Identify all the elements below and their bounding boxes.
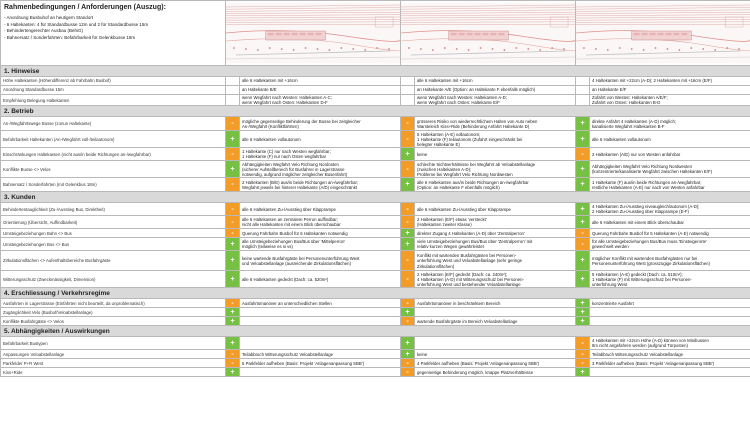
rating-plus: +	[576, 251, 590, 271]
rating-plus: +	[576, 216, 590, 229]
rating-plus: +	[226, 251, 240, 271]
rating-none	[226, 77, 240, 86]
variant-c-text	[590, 238, 750, 251]
criteria-row	[1, 203, 750, 216]
text-line: alle 6 Haltekanten mit +16cm	[417, 78, 473, 84]
rating-minus: -	[401, 299, 415, 308]
section-header	[1, 326, 750, 337]
criteria-row	[1, 337, 750, 350]
variant-b-text	[415, 161, 576, 178]
variant-a-text	[240, 271, 401, 288]
criteria-label: Empfehlung Belegung Haltekanten	[1, 95, 226, 106]
variant-c-text	[590, 178, 750, 192]
text-line: wenn Wegfahrt nach Osten: Haltekanten D-F	[242, 100, 328, 106]
requirement-line: - 6 Haltekanten: 4 für Standardbusse 12m und 2 für Standardbusse 15m	[4, 21, 149, 27]
rating-plus: +	[576, 308, 590, 317]
text-line: Personenunterführung West (grosszügige Zirkulationsflächen)	[592, 260, 710, 266]
variant-b-text	[415, 238, 576, 251]
requirements-title: Rahmenbedingungen / Anforderungen (Auszug):	[4, 4, 166, 11]
requirement-line: - Behindertengerechter Ausbau (BehiG)	[4, 28, 84, 33]
variant-a-text	[240, 337, 401, 350]
rating-none	[576, 95, 590, 106]
text-line: Abhängigkeiten Wegfahrt Velo Richtung Nordosten	[242, 161, 339, 167]
rating-minus: -	[401, 161, 415, 178]
rating-plus: +	[576, 368, 590, 377]
text-line: unterführung West und Veloabstellanlage (sehr geringe	[417, 258, 523, 264]
variant-a-text	[240, 238, 401, 251]
rating-minus: -	[226, 350, 240, 359]
text-line: Probleme bei Wegfahrt Velo Richtung Nordwesten	[417, 172, 513, 177]
variant-a-text	[240, 317, 401, 326]
criteria-row	[1, 368, 750, 377]
text-line: (sicherer Aufstellbereich für Busfahrer in Lagerstrasse	[242, 166, 345, 172]
text-line: alle 6 Haltekanten Zu-/Ausstieg über Klapprampe	[242, 206, 336, 212]
criteria-row	[1, 271, 750, 288]
rating-minus: -	[226, 117, 240, 131]
text-line: Querung Fahrbahn Busbof für 5 Haltekanten (A-E) notwendig	[592, 230, 709, 236]
variant-c-text	[590, 131, 750, 148]
criteria-row	[1, 359, 750, 368]
variant-b-text	[415, 216, 576, 229]
criteria-row	[1, 299, 750, 308]
variant-c-text	[590, 86, 750, 95]
text-line: 2 Haltekanten (A/E) nur von Westen anfahrbar	[592, 151, 681, 157]
text-line: 4 Haltekanten (A-D) mit Witterungsschutz bei Personen-	[417, 276, 524, 282]
criteria-label: Konflikte Busfahrgäste <> Velos	[1, 317, 226, 326]
criteria-label: Befahrbarkeit Bustypen	[1, 337, 226, 350]
text-line: wenn Wegfahrt nach Osten: Haltekante E/F	[417, 100, 500, 106]
variant-b-plan	[401, 1, 576, 66]
variant-c-text	[590, 229, 750, 238]
rating-plus: +	[576, 161, 590, 178]
rating-none	[576, 77, 590, 86]
variant-c-text	[590, 299, 750, 308]
criteria-row	[1, 308, 750, 317]
text-line: alle 6 Haltekanten mit einem Blick überschaubar	[592, 219, 684, 225]
criteria-label: Orientierung (Übersicht, Auffindbarkeit)	[1, 216, 226, 229]
text-line: möglicher Konflikt mit wartenden Busfahrgästen nur bei	[592, 255, 698, 261]
text-line: gewechselt werden	[592, 244, 629, 250]
text-line: möglich (teilweise es si vs)	[242, 244, 293, 250]
variant-a-text	[240, 148, 401, 161]
rating-minus: -	[226, 148, 240, 161]
text-line: alle 6 Haltekanten gedeckt (Dach: ca. 520m²)	[242, 276, 329, 282]
criteria-row	[1, 86, 750, 95]
section-header	[1, 66, 750, 77]
variant-c-text	[590, 95, 750, 106]
rating-minus: -	[401, 359, 415, 368]
criteria-label: Anpassungen Veloabstellanlage	[1, 350, 226, 359]
text-line: (konzentrierte/kanalisierte Wegfahrt zwischen Haltekanten E/F)	[592, 169, 713, 175]
text-line: Zufahrt von Westen: Haltekanten A/E/F;	[592, 95, 668, 100]
variant-c-text	[590, 359, 750, 368]
rating-minus: -	[576, 359, 590, 368]
text-line: 4 Haltekanten mit +22cm (A-D); 2 Haltekanten mit +16cm (E/F)	[592, 78, 712, 84]
criteria-row	[1, 148, 750, 161]
rating-minus: -	[401, 203, 415, 216]
text-line: relativ kurzen Wegen gewährleistet	[417, 244, 484, 250]
variant-a-text	[240, 216, 401, 229]
rating-plus: +	[576, 299, 590, 308]
text-line: Zirkulationsflächen)	[417, 263, 455, 269]
criteria-label: Konflikte Busse <> Velos	[1, 161, 226, 178]
plan-drawing	[576, 3, 750, 63]
rating-minus: -	[401, 271, 415, 288]
rating-minus: -	[576, 229, 590, 238]
text-line: Querung Fahrbahn Busbof für 6 Haltekanten notwendig	[242, 230, 348, 236]
variant-a-text	[240, 86, 401, 95]
variant-b-text	[415, 86, 576, 95]
text-line: Teilabbruch Witterungsschutz Veloabstellanlage	[592, 351, 684, 357]
text-line: Ausfahrtsmanöver in beschränktem Bereich	[417, 300, 501, 306]
criteria-row	[1, 229, 750, 238]
variant-a-text	[240, 95, 401, 106]
criteria-row	[1, 238, 750, 251]
variant-b-text	[415, 350, 576, 359]
variant-b-text	[415, 131, 576, 148]
text-line: 4 Haltekanten Zu-/Ausstieg niveaugleich/autonom (A-D);	[592, 204, 700, 210]
text-line: keine	[417, 151, 428, 157]
rating-minus: -	[226, 359, 240, 368]
variant-a-text	[240, 131, 401, 148]
text-line: kanalisierte Wegfahrt Haltekanten B-F	[592, 123, 665, 129]
section-title: 5. Abhängigkeiten / Auswirkungen	[1, 326, 750, 337]
variant-c-text	[590, 161, 750, 178]
criteria-label: Bahnersatz / Sonderfahrten (mit Gelenkbus 18m)	[1, 178, 226, 192]
text-line: 2 Haltekanten Zu-/Ausstieg über Klapprampe (E-F)	[592, 209, 689, 215]
variant-b-text	[415, 117, 576, 131]
variant-a-text	[240, 229, 401, 238]
variant-c-text	[590, 317, 750, 326]
text-line: schlechte Sichtverhältnisse bei Wegfahrt ab Veloabstellanlage	[417, 161, 536, 167]
rating-plus: +	[576, 203, 590, 216]
criteria-label: Witterungsschutz (Zweckmässigkeit, Dimension)	[1, 271, 226, 288]
text-line: 5 Haltekanten (A-E) vollautonom;	[417, 131, 481, 137]
text-line: 8m nicht angefahren werden (aufgrund Türposten)	[592, 343, 688, 349]
variant-c-text	[590, 117, 750, 131]
rating-plus: +	[576, 131, 590, 148]
variant-b-text	[415, 271, 576, 288]
variant-a-text	[240, 299, 401, 308]
text-line: 5 Parkfelder aufheben (Basis: Projekt 'Anlagenanpassung SBB')	[242, 360, 365, 366]
variant-a-text	[240, 203, 401, 216]
rating-minus: -	[401, 251, 415, 271]
variant-b-text	[415, 251, 576, 271]
text-line: 5 Haltekanten (A-E) gedeckt (Dach: ca. 510m²);	[592, 271, 683, 277]
criteria-row	[1, 216, 750, 229]
text-line: an Haltekante E/F	[592, 87, 627, 93]
rating-minus: -	[226, 203, 240, 216]
criteria-row	[1, 117, 750, 131]
section-header	[1, 106, 750, 117]
text-line: An-/Wegfahrt (Konfliktfahrten)	[242, 123, 299, 129]
text-line: belegter Haltekante E)	[417, 142, 460, 147]
text-line: direkter Zugang 4 Haltekanten (A-D) über 'Zentralperron'	[417, 230, 525, 236]
criteria-label: Parkfelder P+R West	[1, 359, 226, 368]
criteria-label: Behindertentauglichkeit (Zu-/Ausstieg Bus, Direktheit)	[1, 203, 226, 216]
text-line: direkte Anfahrt 4 Haltekanten (A-D) möglich;	[592, 118, 677, 124]
text-line: an Haltekante A/E (Option: an Haltekante F ebenfalls möglich)	[417, 87, 536, 93]
variant-b-text	[415, 178, 576, 192]
variant-a-text	[240, 359, 401, 368]
plan-drawing	[401, 3, 575, 63]
variant-a-text	[240, 161, 401, 178]
variant-c-text	[590, 350, 750, 359]
variant-b-text	[415, 77, 576, 86]
rating-plus: +	[226, 317, 240, 326]
text-line: alle 6 Haltekanten mit +16cm	[242, 78, 298, 84]
rating-minus: -	[226, 299, 240, 308]
text-line: 1 Haltekante (F) teilautonom (Zufahrt eingeschränkt bei	[417, 136, 523, 142]
text-line: für alle Umsteigebeziehungen Bus/Bus muss 'Einsteigerorte'	[592, 239, 707, 245]
text-line: (Option: an Haltekante F ebenfalls möglich)	[417, 184, 500, 190]
variant-b-text	[415, 368, 576, 377]
text-line: mögliche gegenseitige Behinderung der Busse bei zeitgleicher	[242, 118, 361, 124]
variant-b-text	[415, 308, 576, 317]
text-line: (zwischen Haltekanten A-D);	[417, 166, 472, 172]
text-line: 2 Haltekanten (E/F) etwas 'versteckt'	[417, 217, 487, 223]
variant-b-text	[415, 359, 576, 368]
text-line: notwendig, aufgrund möglicher zeitgleicher Busenfahrt)	[242, 172, 348, 177]
criteria-row	[1, 251, 750, 271]
text-line: viele Umsteigebeziehungen Bus/Bus über 'Zentralperron' mit	[417, 239, 533, 245]
variant-a-text	[240, 350, 401, 359]
text-line: 2 Haltekanten (B/E) aus/in beide Richtungen an-/wegfahrbar;	[242, 179, 359, 185]
text-line: wartende Busfahrgäste im Bereich Veloabstellanlage	[417, 318, 518, 324]
text-line: unterführung West und bestehender Veloabstellanlage	[417, 282, 521, 287]
text-line: Konflikt mit wartenden Busfahrgästen bei Personen-	[417, 253, 517, 259]
rating-plus: +	[401, 308, 415, 317]
criteria-label: Ausfahrten in Lagerstrasse (Einfahrten nicht beurteilt, da unproblematisch)	[1, 299, 226, 308]
variant-a-text	[240, 251, 401, 271]
text-line: 1 Haltekante (F) mit Witterungsschutz bei Personen-	[592, 276, 692, 282]
criteria-row	[1, 178, 750, 192]
variant-c-text	[590, 148, 750, 161]
rating-plus: +	[401, 178, 415, 192]
text-line: unterführung West	[592, 282, 628, 287]
criteria-label: Umsteigebeziehungen Bus <> Bus	[1, 238, 226, 251]
text-line: Abhängigkeiten Wegfahrt Velo Richtung Nordwesten	[592, 164, 693, 170]
variant-b-text	[415, 229, 576, 238]
rating-plus: +	[226, 308, 240, 317]
variant-c-plan	[576, 1, 750, 66]
variant-a-text	[240, 308, 401, 317]
rating-plus: +	[401, 337, 415, 350]
rating-plus: +	[576, 178, 590, 192]
text-line: 4 Parkfelder aufheben (Basis: Projekt 'Anlagenanpassung SBB')	[417, 360, 540, 366]
text-line: alle 6 Haltekanten Zu-/Ausstieg über Klapprampe	[417, 206, 511, 212]
section-title: 1. Hinweise	[1, 66, 750, 77]
criteria-row	[1, 77, 750, 86]
text-line: alle 6 Haltekanten aus/in beide Richtungen an-/wegfahrbar	[417, 179, 529, 185]
criteria-label: Umsteigebeziehungen Bahn <> Bus	[1, 229, 226, 238]
section-header	[1, 288, 750, 299]
text-line: 1 Haltekante (F) nur nach Osten wegfahrbar	[242, 154, 327, 160]
text-line: an Haltekante B/E	[242, 87, 277, 93]
rating-minus: -	[576, 350, 590, 359]
variant-b-text	[415, 95, 576, 106]
rating-minus: -	[576, 238, 590, 251]
rating-minus: -	[226, 178, 240, 192]
rating-plus: +	[401, 229, 415, 238]
text-line: nicht alle Haltekanten mit einem Blick überschaubar	[242, 222, 341, 228]
text-line: gegenseitige Behinderung möglich, knappe Platzverhältnisse	[417, 369, 534, 375]
rating-none	[401, 77, 415, 86]
rating-plus: +	[226, 368, 240, 377]
criteria-label: Einschränkungen Haltekanten (nicht aus/in beide Richtungen an-/wegfahrbar)	[1, 148, 226, 161]
text-line: Zufahrt von Osten: Haltekanten B-D	[592, 100, 661, 106]
requirements-box	[1, 1, 226, 66]
text-line: Warsteleich Kiss+Ride (Behinderung Anfahrt Haltekante D)	[417, 123, 530, 129]
rating-minus: -	[401, 368, 415, 377]
text-line: wenn Wegfahrt nach Westen: Haltekanten A-C;	[242, 95, 332, 100]
section-title: 4. Erschliessung / Verkehrsregime	[1, 288, 750, 299]
criteria-label: An-/Wegfahrtswege Busse (zonun Haltekante)	[1, 117, 226, 131]
rating-minus: -	[401, 131, 415, 148]
text-line: alle 6 Haltekanten an zentralem Perron auffindbar;	[242, 217, 338, 223]
text-line: keine	[417, 351, 428, 357]
rating-minus: -	[401, 117, 415, 131]
variant-c-text	[590, 216, 750, 229]
rating-none	[401, 95, 415, 106]
rating-plus: +	[226, 161, 240, 178]
criteria-row	[1, 161, 750, 178]
text-line: 4 Haltekanten mit +22cm Höhe (A-D) können von Minibussen	[592, 338, 709, 344]
criteria-row	[1, 131, 750, 148]
rating-minus: -	[226, 216, 240, 229]
text-line: keine wartende Busfahrgäste bei Personenunterführung West	[242, 255, 360, 261]
variant-a-plan	[226, 1, 401, 66]
criteria-row	[1, 95, 750, 106]
criteria-label: Befahrbarkeit Haltekanten (An-/Wegfahrt voll-/teilautonom)	[1, 131, 226, 148]
text-line: grösseres Risiko von wiederrechtlichem Halten von Auto neben	[417, 118, 538, 124]
text-line: und Veloabstellanlage (ausreichende Zirkulationsflächen)	[242, 260, 351, 266]
text-line: wenn Wegfahrt nach Westen: Haltekanten A-D;	[417, 95, 507, 100]
section-title: 2. Betrieb	[1, 106, 750, 117]
variant-c-text	[590, 251, 750, 271]
header-row	[1, 1, 750, 66]
variant-c-text	[590, 368, 750, 377]
text-line: alle 6 Haltekanten vollautonom	[592, 136, 651, 142]
rating-none	[401, 86, 415, 95]
criteria-label: Kiss+Ride	[1, 368, 226, 377]
rating-plus: +	[401, 238, 415, 251]
rating-minus: -	[401, 317, 415, 326]
text-line: restliche Haltekanten (A-E) nur nach von Westen anfahrbar	[592, 184, 705, 190]
variant-c-text	[590, 308, 750, 317]
text-line: 1 Haltekante (C) nur nach Westen wegfahrbar;	[242, 149, 331, 155]
criteria-label: Zirkulationsflächen <> Aufenthaltsbereiche Busfahrgäste	[1, 251, 226, 271]
variant-b-text	[415, 337, 576, 350]
rating-none	[576, 86, 590, 95]
rating-plus: +	[576, 117, 590, 131]
variant-a-text	[240, 368, 401, 377]
text-line: 3 Parkfelder aufheben (Basis: Projekt 'Anlagenanpassung SBB')	[592, 360, 715, 366]
rating-minus: -	[401, 216, 415, 229]
rating-plus: +	[226, 271, 240, 288]
variant-c-text	[590, 337, 750, 350]
variant-a-text	[240, 117, 401, 131]
section-header	[1, 192, 750, 203]
rating-plus: +	[401, 350, 415, 359]
text-line: alle 6 Haltekanten vollautonom	[242, 136, 301, 142]
text-line: 2 Haltekanten (E/F) gedeckt (Dach: ca. 240m²);	[417, 271, 508, 277]
variant-b-text	[415, 203, 576, 216]
text-line: Ausfahrtsmanöver an unterschiedlichen Stellen	[242, 300, 332, 306]
rating-minus: -	[576, 148, 590, 161]
variant-b-text	[415, 317, 576, 326]
rating-none	[226, 95, 240, 106]
text-line: Teilabbruch Witterungsschutz Veloabstellanlage	[242, 351, 334, 357]
rating-plus: +	[226, 238, 240, 251]
variant-c-text	[590, 271, 750, 288]
criteria-label: Höhe Haltekanten (Höhendifferenz ab Fahrbahn Busbof)	[1, 77, 226, 86]
text-line: konzentrierte Ausfahrt	[592, 300, 634, 306]
text-line: Wegfahrt jeweils bei hinterer Haltekante (A/D) eingeschränkt	[242, 184, 358, 190]
rating-minus: -	[576, 337, 590, 350]
rating-plus: +	[576, 271, 590, 288]
variant-b-text	[415, 148, 576, 161]
section-title: 3. Kunden	[1, 192, 750, 203]
variant-a-text	[240, 77, 401, 86]
variant-c-text	[590, 203, 750, 216]
criteria-label: Anordnung Standardbusse 15m	[1, 86, 226, 95]
rating-plus: +	[576, 317, 590, 326]
criteria-label: Zugänglichkeit Velo (Busbof/Veloabstellanlage)	[1, 308, 226, 317]
rating-plus: +	[226, 337, 240, 350]
text-line: 1 Haltekante (F) aus/in beide Richtungen an-/wegfahrbar;	[592, 179, 702, 185]
text-line: (Haltekanten zweiter Klasse)	[417, 222, 472, 228]
rating-none	[226, 86, 240, 95]
criteria-row	[1, 317, 750, 326]
variant-c-text	[590, 77, 750, 86]
plan-drawing	[226, 3, 400, 63]
rating-minus: -	[226, 229, 240, 238]
text-line: alle Umsteigebeziehungen Bus/Bus über 'Mittelperron'	[242, 239, 346, 245]
rating-plus: +	[226, 131, 240, 148]
requirement-line: - Anordnung Busbuhof an heutigem Standort	[4, 15, 94, 20]
criteria-row	[1, 350, 750, 359]
rating-plus: +	[401, 148, 415, 161]
variant-b-text	[415, 299, 576, 308]
requirement-line: - Bahnersatz / Sonderfahrten: Befahrbarkeit für Gelenkbusse 18m	[4, 34, 136, 40]
variant-a-text	[240, 178, 401, 192]
